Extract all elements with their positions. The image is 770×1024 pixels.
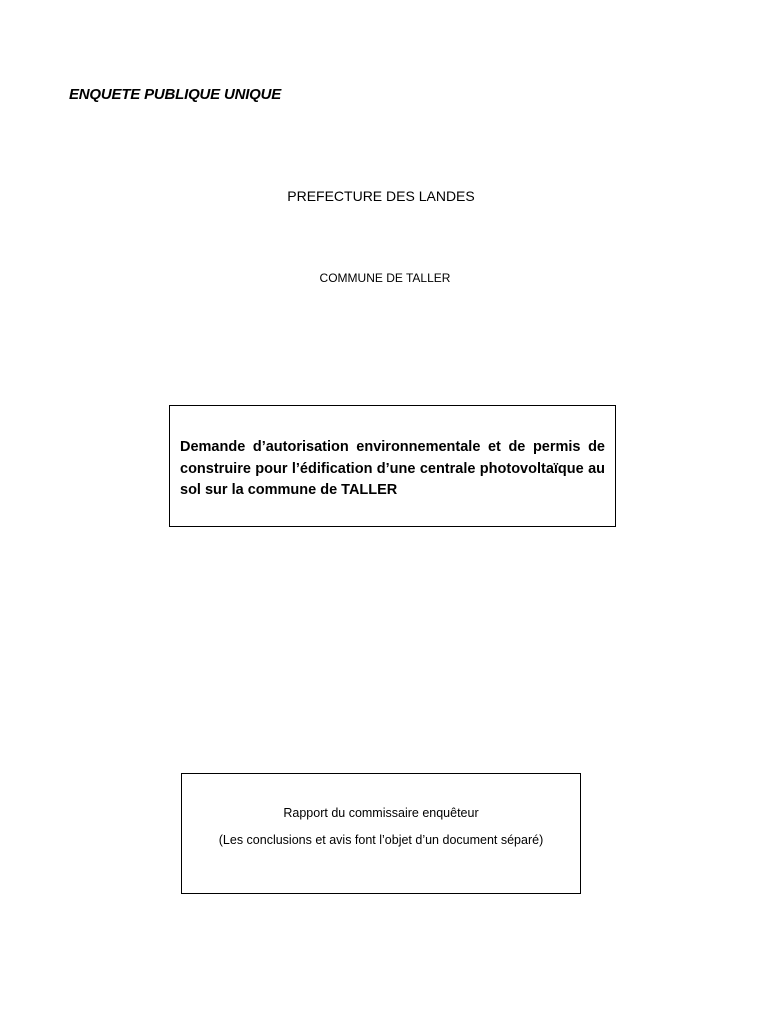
report-note: (Les conclusions et avis font l’objet d’un document séparé) [218, 833, 544, 847]
prefecture-title: PREFECTURE DES LANDES [287, 188, 475, 204]
commune-title: COMMUNE DE TALLER [319, 271, 451, 285]
subject-box [169, 405, 616, 527]
report-box [181, 773, 581, 894]
subject-text: Demande d’autorisation environnementale et de permis de construire pour l’édification d’une centrale photovoltaïque au sol sur la commune de TALLER [180, 439, 605, 498]
document-heading: ENQUETE PUBLIQUE UNIQUE [69, 86, 282, 103]
report-title: Rapport du commissaire enquêteur [283, 806, 479, 820]
